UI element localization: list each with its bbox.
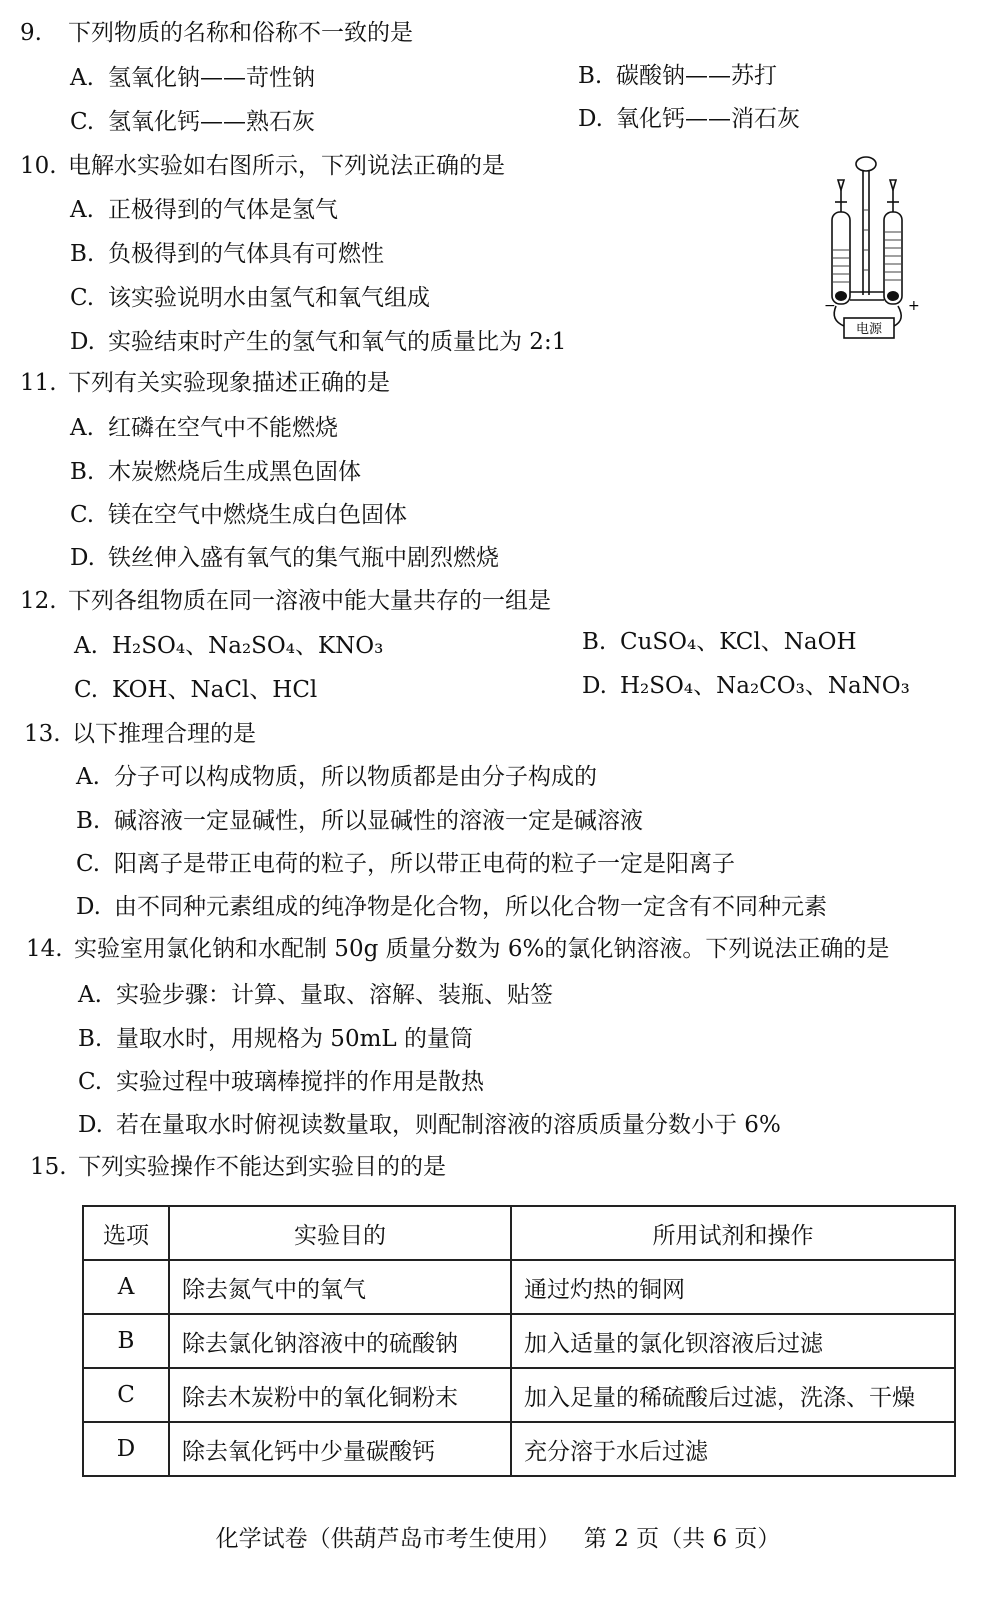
question-10-option-a: A. 正极得到的气体是氢气	[70, 197, 338, 223]
question-13-stem: 13. 以下推理合理的是	[24, 721, 256, 747]
table-header-purpose: 实验目的	[169, 1206, 511, 1260]
table-cell-method: 充分溶于水后过滤	[511, 1422, 955, 1476]
question-11-stem: 11. 下列有关实验现象描述正确的是	[20, 370, 390, 396]
footer-title: 化学试卷（供葫芦岛市考生使用）	[215, 1526, 561, 1552]
question-12-stem: 12. 下列各组物质在同一溶液中能大量共存的一组是	[20, 588, 551, 614]
table-cell-purpose: 除去氯化钠溶液中的硫酸钠	[169, 1314, 511, 1368]
question-9-option-c: C. 氢氧化钙——熟石灰	[70, 109, 315, 135]
table-header-method: 所用试剂和操作	[511, 1206, 955, 1260]
electrolysis-apparatus-figure	[818, 150, 928, 350]
question-12-option-d: D. H₂SO₄、Na₂CO₃、NaNO₃	[582, 673, 910, 699]
question-9-option-d: D. 氧化钙——消石灰	[578, 106, 800, 132]
positive-terminal-sign: +	[908, 298, 920, 314]
table-cell-option: D	[83, 1422, 169, 1476]
question-14-option-a: A. 实验步骤：计算、量取、溶解、装瓶、贴签	[78, 982, 553, 1008]
question-13-option-b: B. 碱溶液一定显碱性，所以显碱性的溶液一定是碱溶液	[76, 808, 643, 834]
table-cell-purpose: 除去氮气中的氧气	[169, 1260, 511, 1314]
question-13-option-d: D. 由不同种元素组成的纯净物是化合物，所以化合物一定含有不同种元素	[76, 894, 827, 920]
table-cell-option: C	[83, 1368, 169, 1422]
table-cell-option: A	[83, 1260, 169, 1314]
table-cell-option: B	[83, 1314, 169, 1368]
question-10-option-d: D. 实验结束时产生的氢气和氧气的质量比为 2:1	[70, 329, 567, 355]
question-11-option-d: D. 铁丝伸入盛有氧气的集气瓶中剧烈燃烧	[70, 545, 499, 571]
question-9-option-a: A. 氢氧化钠——苛性钠	[70, 65, 315, 91]
question-13-option-a: A. 分子可以构成物质，所以物质都是由分子构成的	[76, 764, 597, 790]
question-14-stem: 14. 实验室用氯化钠和水配制 50g 质量分数为 6%的氯化钠溶液。下列说法正确的是	[26, 936, 890, 962]
question-12-option-a: A. H₂SO₄、Na₂SO₄、KNO₃	[74, 633, 384, 659]
question-9-stem: 9. 下列物质的名称和俗称不一致的是	[20, 20, 413, 46]
power-source-label: 电源	[855, 322, 883, 337]
question-13-option-c: C. 阳离子是带正电荷的粒子，所以带正电荷的粒子一定是阳离子	[76, 851, 735, 877]
table-cell-method: 加入足量的稀硫酸后过滤，洗涤、干燥	[511, 1368, 955, 1422]
table-row	[83, 1422, 955, 1476]
question-15-stem: 15. 下列实验操作不能达到实验目的的是	[30, 1154, 446, 1180]
table-cell-purpose: 除去氧化钙中少量碳酸钙	[169, 1422, 511, 1476]
table-header-row	[83, 1206, 955, 1260]
question-14-option-d: D. 若在量取水时俯视读数量取，则配制溶液的溶质质量分数小于 6%	[78, 1112, 781, 1138]
question-12-option-b: B. CuSO₄、KCl、NaOH	[582, 629, 857, 655]
table-row	[83, 1260, 955, 1314]
question-14-option-c: C. 实验过程中玻璃棒搅拌的作用是散热	[78, 1069, 484, 1095]
table-cell-method: 通过灼热的铜网	[511, 1260, 955, 1314]
question-11-option-a: A. 红磷在空气中不能燃烧	[70, 415, 338, 441]
table-row	[83, 1368, 955, 1422]
table-row	[83, 1314, 955, 1368]
negative-terminal-sign: −	[824, 298, 836, 314]
table-header-option: 选项	[83, 1206, 169, 1260]
question-12-option-c: C. KOH、NaCl、HCl	[74, 677, 318, 703]
page-footer	[0, 1520, 996, 1553]
table-cell-method: 加入适量的氯化钡溶液后过滤	[511, 1314, 955, 1368]
question-10-option-b: B. 负极得到的气体具有可燃性	[70, 241, 384, 267]
question-14-option-b: B. 量取水时，用规格为 50mL 的量筒	[78, 1026, 473, 1052]
footer-page-number: 第 2 页（共 6 页）	[583, 1526, 781, 1552]
experiment-table	[82, 1205, 956, 1477]
question-11-option-c: C. 镁在空气中燃烧生成白色固体	[70, 502, 407, 528]
question-10-stem: 10. 电解水实验如右图所示，下列说法正确的是	[20, 153, 505, 179]
question-10-option-c: C. 该实验说明水由氢气和氧气组成	[70, 285, 430, 311]
question-11-option-b: B. 木炭燃烧后生成黑色固体	[70, 459, 361, 485]
question-9-option-b: B. 碳酸钠——苏打	[578, 63, 777, 89]
table-cell-purpose: 除去木炭粉中的氧化铜粉末	[169, 1368, 511, 1422]
